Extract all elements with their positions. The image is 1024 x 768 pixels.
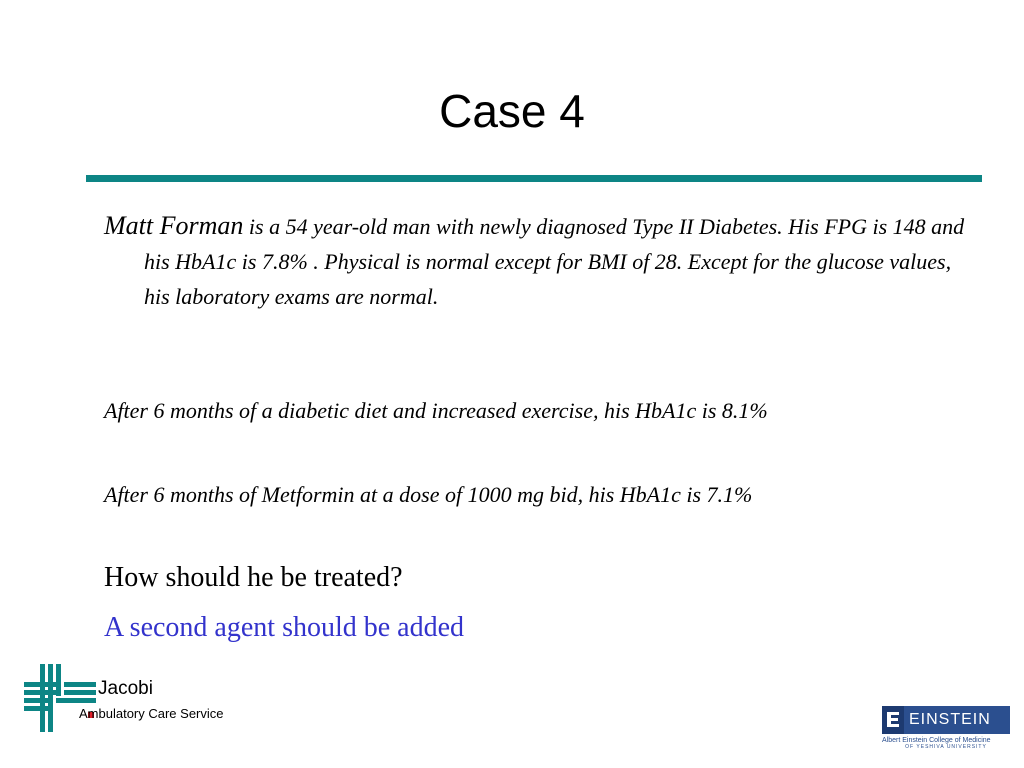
question: How should he be treated? [104,562,403,593]
title-divider [86,175,982,182]
jacobi-service: Ambulatory Care Service [79,706,224,721]
jacobi-name: Jacobi [98,678,153,699]
einstein-banner [882,706,1010,734]
case-description-text: is a 54 year-old man with newly diagnosed Type II Diabetes. His FPG is 148 and his HbA1c is 7.8% . Physical is normal except for BMI of 28. Except for the glucose values, his laboratory exams are normal. [144,214,965,309]
einstein-emblem-icon [882,706,904,734]
answer: A second agent should be added [104,612,465,643]
diet-outcome: After 6 months of a diabetic diet and increased exercise, his HbA1c is 8.1% [104,398,768,423]
einstein-logo [882,706,1010,750]
patient-name: Matt Forman [104,211,244,240]
slide-title: Case 4 [439,85,585,137]
jacobi-logo-icon [24,664,96,732]
slide-body [104,208,974,507]
einstein-name: EINSTEIN [909,711,991,728]
metformin-outcome: After 6 months of Metformin at a dose of 1000 mg bid, his HbA1c is 7.1% [104,482,753,507]
case-description [104,208,974,314]
einstein-university: OF YESHIVA UNIVERSITY [905,744,987,750]
einstein-college: Albert Einstein College of Medicine [882,737,991,744]
